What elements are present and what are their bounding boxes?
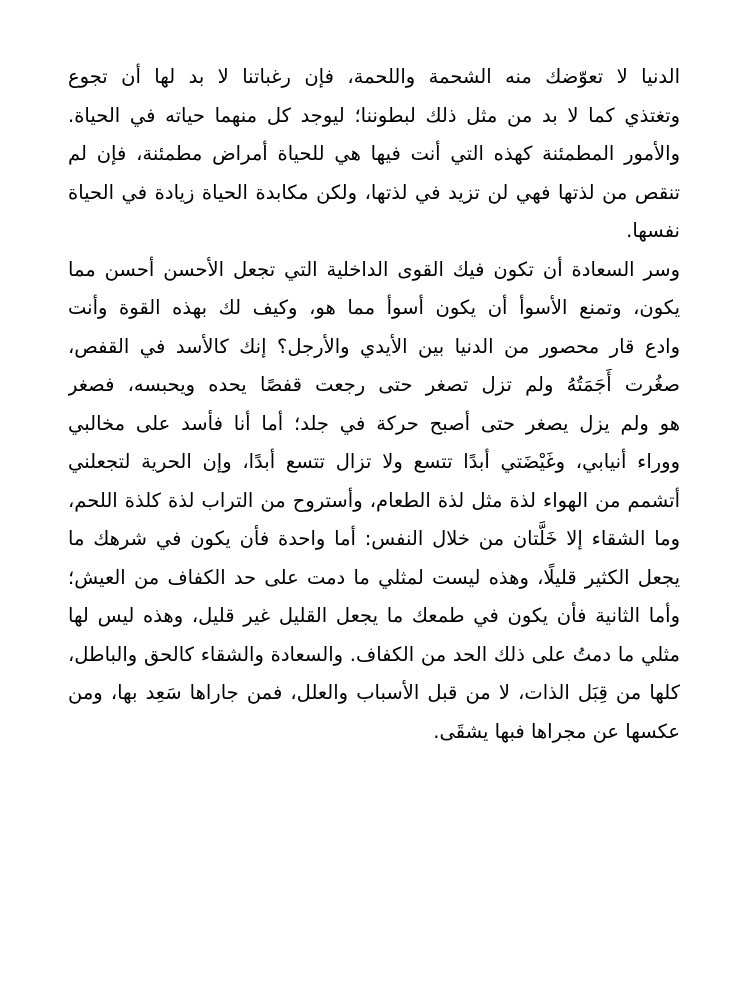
text-line: صغُرت أَجَمَتُهُ ولم تزل تصغر حتى رجعت قفصًا يحده ويحبسه، فصغر [68,373,680,396]
text-line: وادع قار محصور من الدنيا بين الأيدي والأرجل؟ إنك كالأسد في القفص، [68,334,680,358]
text-line: الدنيا لا تعوّضك منه الشحمة واللحمة، فإن رغباتنا لا بد لها أن تجوع [68,65,680,88]
text-line: عكسها عن مجراها فبها يشقَى. [433,719,680,743]
text-line: ووراء أنيابي، وغَيْضَتي أبدًا تتسع ولا تزال تتسع أبدًا، وإن الحرية لتجعلني [68,450,680,473]
text-line: تنقص من لذتها فهي لن تزيد في لذتها، ولكن مكابدة الحياة زيادة في الحياة [68,180,680,204]
text-line: يجعل الكثير قليلًا، وهذه ليست لمثلي ما دمت على حد الكفاف من العيش؛ [68,565,680,589]
text-line: كلها من قِبَل الذات، لا من قبل الأسباب والعلل، فمن جاراها سَعِد بها، ومن [68,681,680,704]
text-line: مثلي ما دمتُ على ذلك الحد من الكفاف. والسعادة والشقاء كالحق والباطل، [68,642,680,666]
text-line: وأما الثانية فأن يكون في طمعك ما يجعل القليل غير قليل، وهذه ليس لها [68,604,680,627]
text-line: وتغتذي كما لا بد من مثل ذلك لبطوننا؛ ليوجد كل منهما حياته في الحياة. [68,103,680,127]
text-line: وسر السعادة أن تكون فيك القوى الداخلية التي تجعل الأحسن أحسن مما [68,257,680,281]
text-line: يكون، وتمنع الأسوأ أن يكون أسوأ مما هو، وكيف لك بهذه القوة وأنت [68,296,680,319]
text-line: هو ولم يزل يصغر حتى أصبح حركة في جلد؛ أما أنا فأسد على مخالبي [68,411,680,435]
text-line: والأمور المطمئنة كهذه التي أنت فيها هي للحياة أمراض مطمئنة، فإن لم [68,142,680,165]
text-line: وما الشقاء إلا خَلَّتان من خلال النفس: أما واحدة فأن يكون في شرهك ما [68,527,680,550]
document-text [68,58,680,751]
text-line: نفسها. [626,219,680,242]
text-line: أتشمم من الهواء لذة مثل لذة الطعام، وأستروح من التراب لذة كلذة اللحم، [68,488,680,512]
